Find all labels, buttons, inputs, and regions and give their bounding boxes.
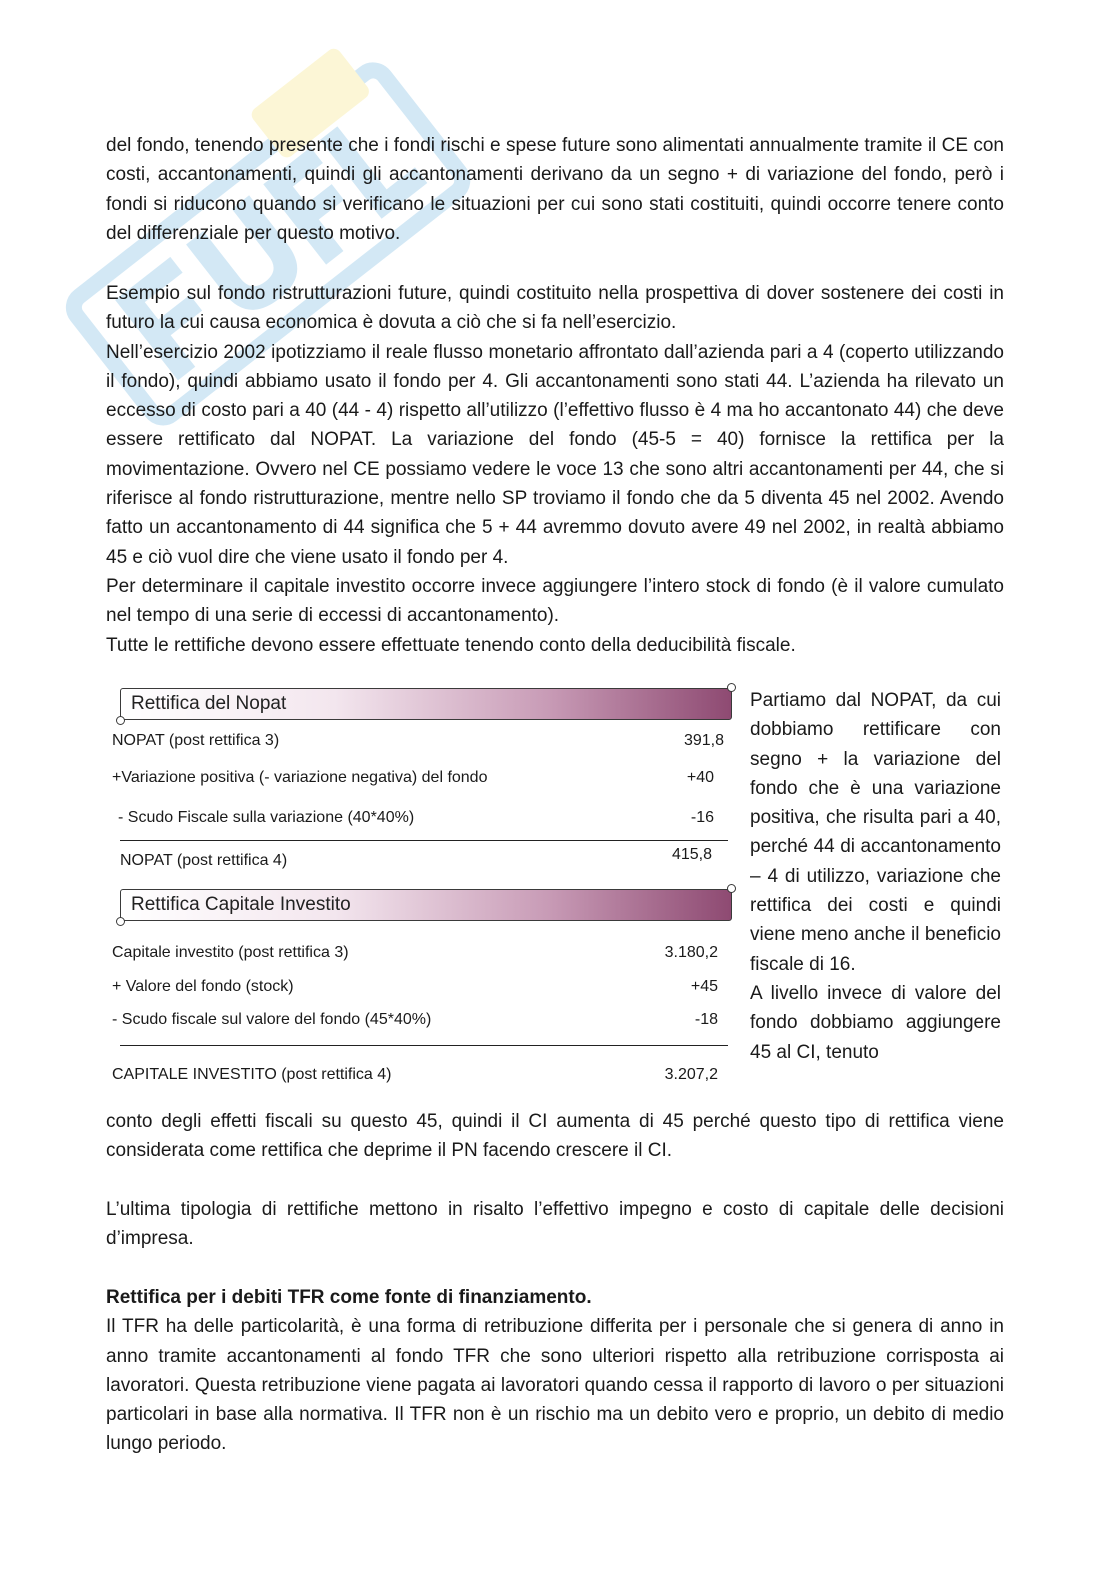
- paragraph-effetti-fiscali: [106, 1107, 1004, 1166]
- row-label: - Scudo fiscale sul valore del fondo (45*40%): [112, 1011, 432, 1028]
- paragraph-text: conto degli effetti fiscali su questo 45, quindi il CI aumenta di 45 perché questo tipo di rettifica viene considerata come rettifica che deprime il PN facendo crescere il CI.: [106, 1111, 1004, 1162]
- paragraph-ultima-tipologia: [106, 1195, 1004, 1254]
- side-paragraph: [750, 686, 1001, 1067]
- section-heading: Rettifica per i debiti TFR come fonte di finanziamento.: [106, 1287, 592, 1308]
- row-value: -18: [694, 1011, 718, 1028]
- row-value: 3.180,2: [664, 944, 718, 961]
- row-label: Capitale investito (post rettifica 3): [112, 944, 349, 961]
- paragraph-text: Tutte le rettifiche devono essere effettuate tenendo conto della deducibilità fiscale.: [106, 634, 796, 656]
- banner-title: Rettifica del Nopat: [131, 693, 287, 714]
- paragraph-text: Nell’esercizio 2002 ipotizziamo il reale flusso monetario affrontato dall’azienda pari a 4 (coperto utilizzando il fondo), quindi abbiamo usato il fondo per 4. Gli accantonamenti sono stati 44. L’azienda ha rilevato un eccesso di costo pari a 40 (44 - 4) rispetto all’utilizzo (l’effettivo flusso è 4 ma ho accantonato 44) che deve essere rettificato dal NOPAT. La variazione del fondo (45-5 = 40) fornisce la rettifica per la movimentazione. Ovvero nel CE possiamo vedere le voce 13 che sono altri accantonamenti per 44, che si riferisce al fondo ristrutturazione, mentre nello SP troviamo il fondo che da 5 diventa 45 nel 2002. Avendo fatto un accantonamento di 44 significa che 5 + 44 avremmo dovuto avere 49 nel 2002, in realtà abbiamo 45 e ciò vuol dire che viene usato il fondo per 4.: [106, 341, 1004, 568]
- row-value: 415,8: [671, 846, 712, 863]
- paragraph-text: L’ultima tipologia di rettifiche mettono in risalto l’effettivo impegno e costo di capitale delle decisioni d’impresa.: [106, 1199, 1004, 1250]
- divider: [120, 1045, 728, 1046]
- table-row: [112, 1011, 724, 1033]
- table-row: [112, 944, 724, 966]
- paragraph-text: A livello invece di valore del fondo dobbiamo aggiungere 45 al CI, tenuto: [750, 982, 1001, 1063]
- row-value: +40: [686, 769, 714, 786]
- row-value: 3.207,2: [664, 1066, 718, 1083]
- row-label: +Variazione positiva (- variazione negativa) del fondo: [112, 769, 488, 786]
- row-label: - Scudo Fiscale sulla variazione (40*40%): [118, 809, 415, 826]
- row-value: +45: [690, 978, 718, 995]
- row-label: NOPAT (post rettifica 3): [112, 732, 280, 749]
- table-row: [112, 846, 724, 874]
- table-row: [112, 769, 724, 791]
- paragraph-text: Esempio sul fondo ristrutturazioni future, quindi costituito nella prospettiva di dover sostenere dei costi in futuro la cui causa economica è dovuta a ciò che si fa nell’esercizio.: [106, 283, 1004, 334]
- divider: [120, 840, 728, 841]
- paragraph-fondi-rischi: [106, 131, 1004, 248]
- row-value: 391,8: [683, 732, 724, 749]
- banner-title: Rettifica Capitale Investito: [131, 894, 351, 915]
- row-label: NOPAT (post rettifica 4): [120, 852, 288, 869]
- table-row: [112, 978, 724, 1000]
- row-label: CAPITALE INVESTITO (post rettifica 4): [112, 1066, 392, 1083]
- section-tfr: [106, 1283, 1004, 1459]
- table-row: [112, 732, 724, 754]
- table-row: [112, 1066, 724, 1088]
- banner-rettifica-capitale: [120, 889, 732, 921]
- row-label: + Valore del fondo (stock): [112, 978, 294, 995]
- row-value: -16: [690, 809, 714, 826]
- paragraph-text: Partiamo dal NOPAT, da cui dobbiamo rettificare con segno + la variazione del fondo che è una variazione positiva, che risulta pari a 40, perché 44 di accantonamento – 4 di utilizzo, variazione che rettifica dei costi e quindi viene meno anche il beneficio fiscale di 16.: [750, 690, 1001, 975]
- banner-rettifica-nopat: [120, 688, 732, 720]
- paragraph-esempio: [106, 279, 1004, 660]
- table-row: [112, 809, 724, 831]
- paragraph-text: Per determinare il capitale investito occorre invece aggiungere l’intero stock di fondo (è il valore cumulato nel tempo di una serie di eccessi di accantonamento).: [106, 575, 1004, 627]
- paragraph-text: Il TFR ha delle particolarità, è una forma di retribuzione differita per i personale che si genera di anno in anno tramite accantonamenti al fondo TFR che sono ulteriori rispetto alla retribuzione corrisposta ai lavoratori. Questa retribuzione viene pagata ai lavoratori quando cessa il rapporto di lavoro o per situazioni particolari in base alla normativa. Il TFR non è un rischio ma un debito vero e proprio, un debito di medio lungo periodo.: [106, 1316, 1004, 1455]
- paragraph-text: del fondo, tenendo presente che i fondi rischi e spese future sono alimentati annualmente tramite il CE con costi, accantonamenti, quindi gli accantonamenti derivano da un segno + di variazione del fondo, però i fondi si riducono quando si verificano le situazioni per cui sono stati costituiti, quindi occorre tenere conto del differenziale per questo motivo.: [106, 135, 1004, 244]
